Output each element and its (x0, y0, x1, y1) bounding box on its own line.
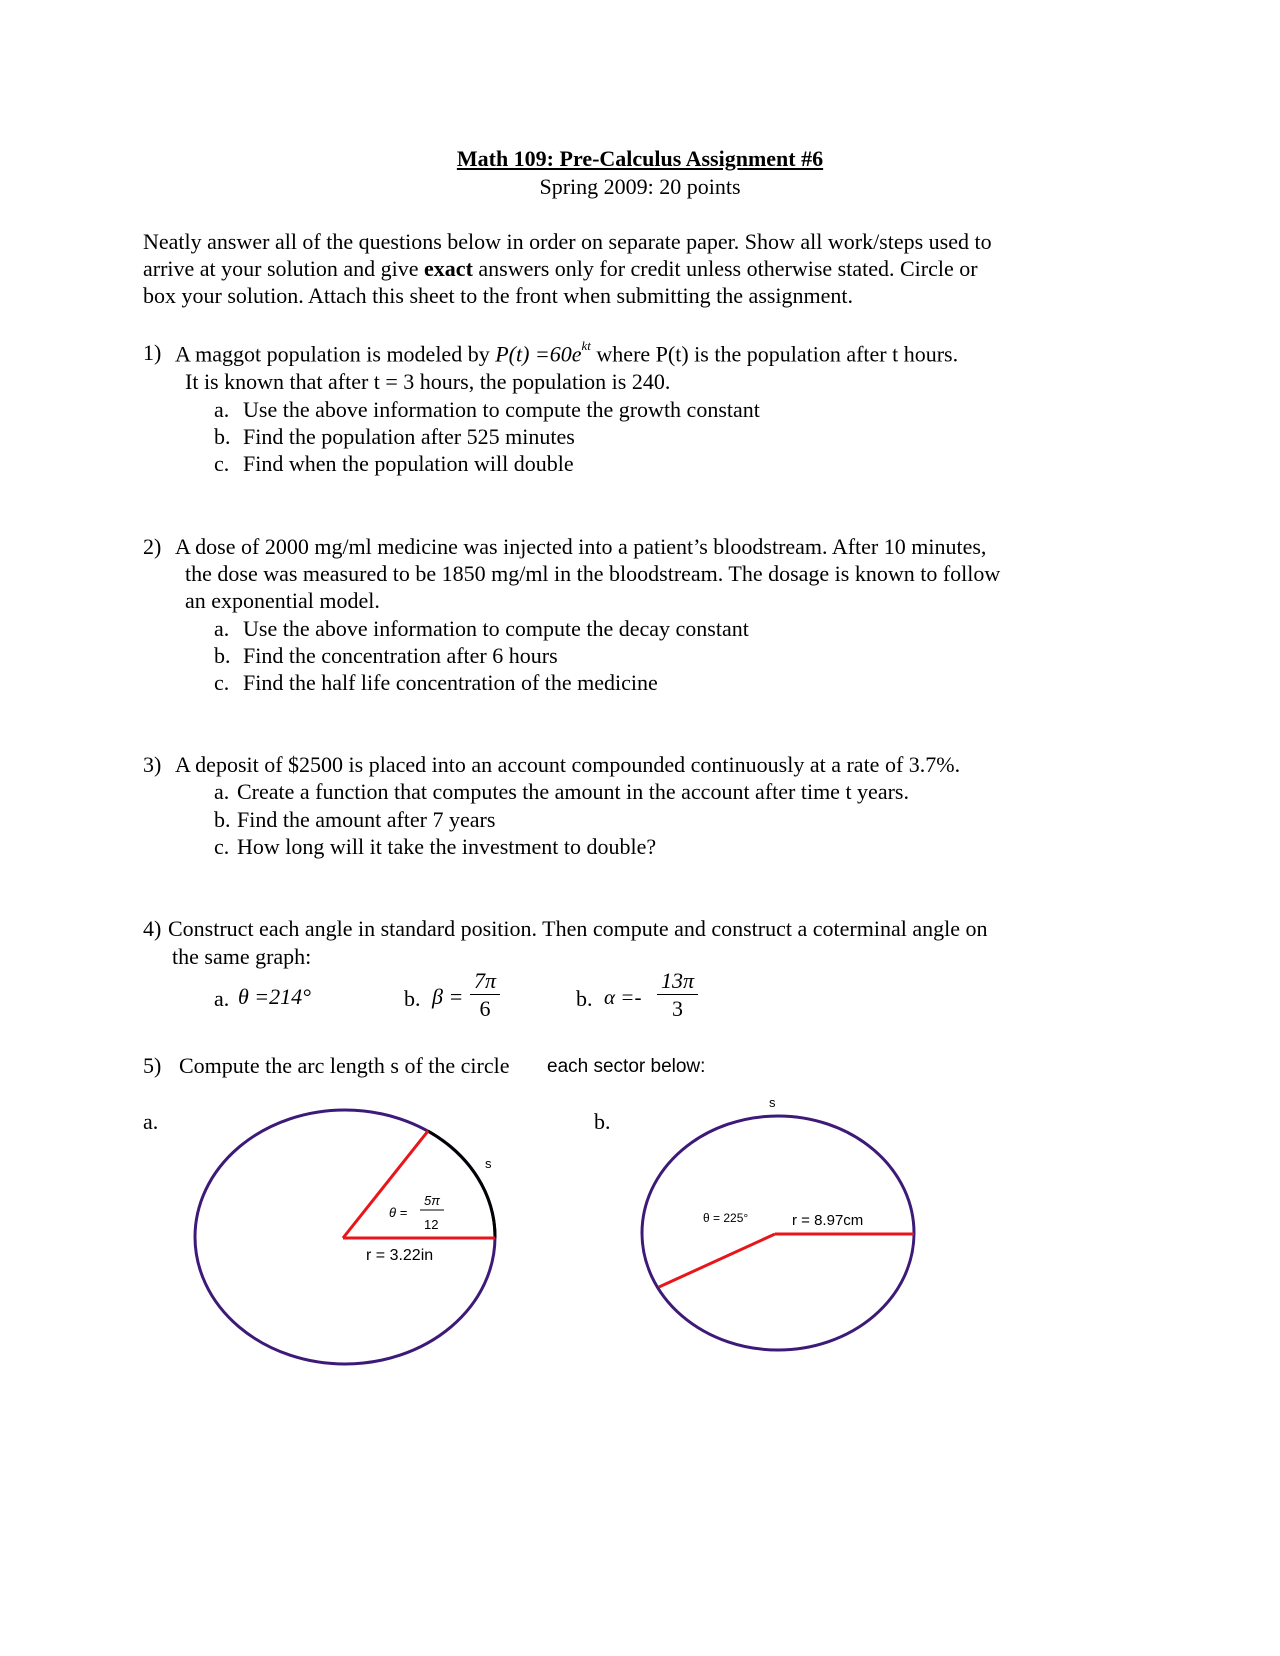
sub-question-text: Find the amount after 7 years (237, 807, 496, 832)
sub-question-text: Find when the population will double (243, 451, 574, 476)
sub-question-letter: c. (214, 451, 230, 476)
theta-label-a: θ = (389, 1205, 408, 1220)
angle-a-label: a. (214, 986, 230, 1011)
radius-label-a: r = 3.22in (366, 1247, 434, 1264)
sub-question-letter: b. (214, 807, 231, 832)
question-text: A maggot population is modeled by $P(t) =60e^{kt}$ where P(t) is the population after t hours. (175, 338, 959, 367)
fraction-numerator: 13π (657, 970, 698, 995)
sub-question-letter: b. (214, 643, 231, 668)
page-title: Math 109: Pre-Calculus Assignment #6 (456, 146, 824, 171)
sub-question-letter: c. (214, 834, 230, 859)
fraction-denominator: 3 (672, 996, 684, 1021)
question-text-tail: each sector below: (547, 1056, 706, 1077)
question-text: Construct each angle in standard position. Then compute and construct a coterminal angle on (168, 916, 988, 941)
radius-label-b: r = 8.97cm (792, 1212, 864, 1229)
question-number: 2) (143, 534, 162, 559)
page-subtitle: Spring 2009: 20 points (539, 174, 741, 199)
fraction-denominator: 6 (479, 996, 491, 1021)
radius-line-b2 (659, 1234, 775, 1287)
sub-question-letter: a. (214, 779, 230, 804)
question-text: Compute the arc length s of the circle (179, 1053, 510, 1078)
question-text: A deposit of $2500 is placed into an account compounded continuously at a rate of 3.7%. (175, 752, 961, 777)
question-number: 5) (143, 1053, 162, 1078)
figure-a-label: a. (143, 1109, 159, 1134)
sub-question-letter: b. (214, 424, 231, 449)
instructions-line: box your solution. Attach this sheet to the front when submitting the assignment. (143, 283, 854, 308)
instructions-line: Neatly answer all of the questions below in order on separate paper. Show all work/steps used to (143, 229, 992, 254)
sub-question-letter: a. (214, 397, 230, 422)
angle-c-label: b. (576, 986, 593, 1011)
theta-label-b: θ = 225° (703, 1211, 749, 1225)
figure-b-label: b. (594, 1109, 611, 1134)
arc-label-b: s (769, 1095, 776, 1110)
angle-a-expression: θ =214° (238, 984, 311, 1009)
question-number: 3) (143, 752, 162, 777)
sub-question-text: Create a function that computes the amount in the account after time t years. (237, 779, 909, 804)
question-text: the same graph: (172, 944, 312, 969)
sub-question-text: How long will it take the investment to double? (237, 834, 657, 859)
sub-question-text: Use the above information to compute the growth constant (243, 397, 760, 422)
sub-question-text: Find the half life concentration of the medicine (243, 670, 658, 695)
sub-question-letter: c. (214, 670, 230, 695)
sub-question-text: Use the above information to compute the decay constant (243, 616, 749, 641)
question-number: 4) (143, 916, 162, 941)
sub-question-text: Find the population after 525 minutes (243, 424, 575, 449)
angle-b-variable: β = (432, 984, 464, 1009)
question-text: an exponential model. (185, 588, 380, 613)
model-formula: P(t) =60e (495, 341, 582, 367)
arc-label-a: s (485, 1156, 492, 1171)
angle-b-label: b. (404, 986, 421, 1011)
angle-c-variable: α =- (604, 985, 642, 1009)
theta-numerator-a: 5π (424, 1193, 440, 1208)
question-text: It is known that after t = 3 hours, the population is 240. (185, 369, 671, 394)
sub-question-letter: a. (214, 616, 230, 641)
instructions-line: arrive at your solution and give exact answers only for credit unless otherwise stated. Circle or (143, 256, 978, 281)
question-text: A dose of 2000 mg/ml medicine was injected into a patient’s bloodstream. After 10 minutes, (175, 534, 987, 559)
sub-question-text: Find the concentration after 6 hours (243, 643, 558, 668)
question-text: the dose was measured to be 1850 mg/ml in the bloodstream. The dosage is known to follow (185, 561, 1001, 586)
fraction-numerator: 7π (470, 970, 500, 995)
question-number: 1) (143, 340, 162, 365)
theta-denominator-a: 12 (424, 1217, 439, 1232)
